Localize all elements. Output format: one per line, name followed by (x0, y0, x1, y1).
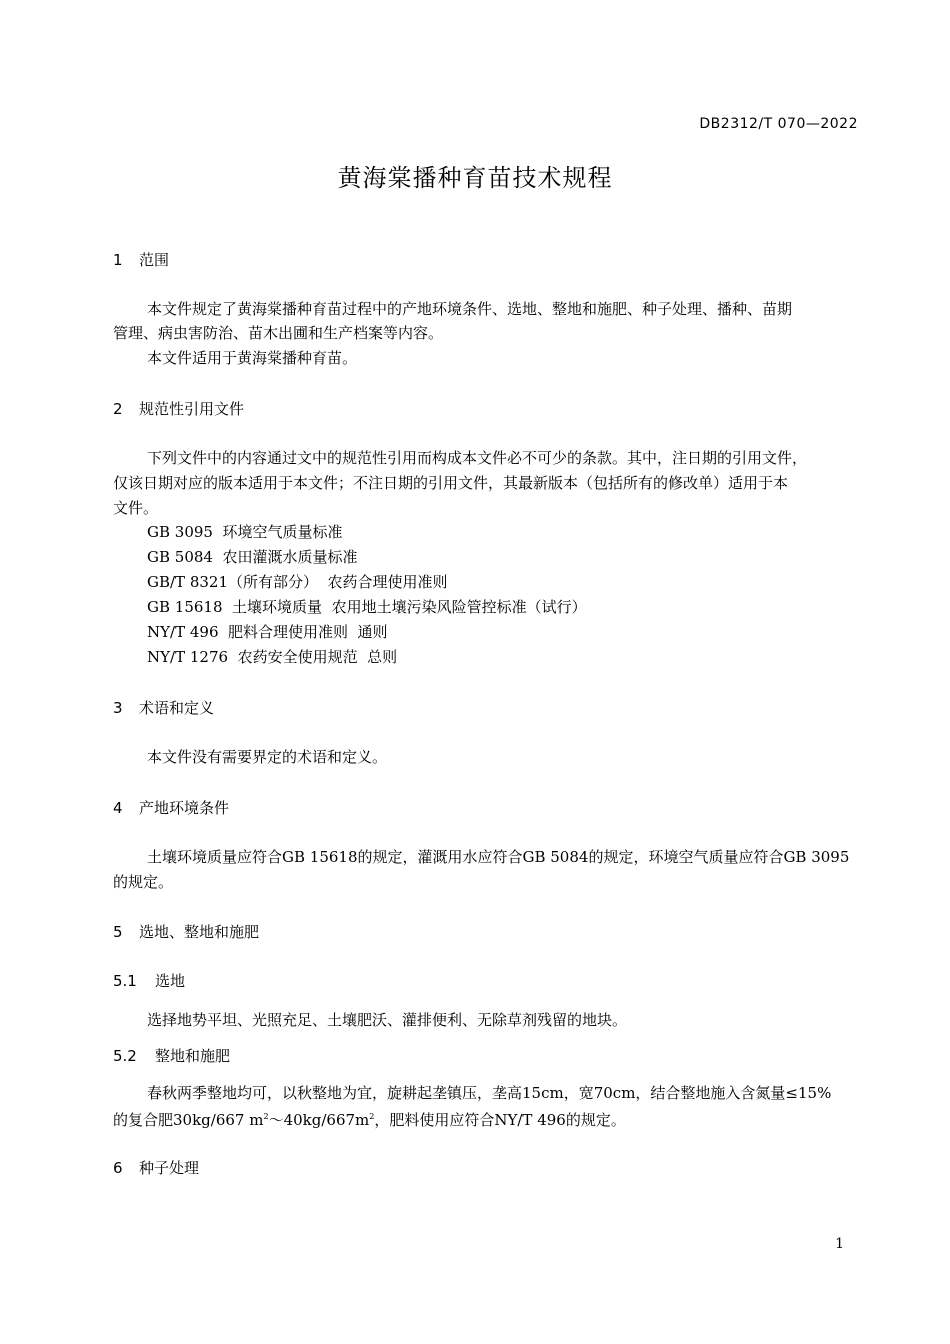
section-title: 术语和定义 (139, 699, 215, 717)
section-number: 4 (113, 799, 123, 817)
text-run: 的复合肥30kg/667 m (113, 1111, 264, 1129)
normative-reference: GB 3095 环境空气质量标准 (147, 523, 343, 541)
section-number: 2 (113, 400, 123, 418)
section-4-heading (113, 797, 229, 818)
section-3-heading (113, 697, 214, 718)
section-1-heading (113, 249, 169, 270)
superscript: 2 (263, 1112, 269, 1121)
text-run: ，肥料使用应符合NY/T 496的规定。 (374, 1111, 626, 1129)
subsection-number: 5.2 (113, 1047, 137, 1065)
document-id: DB2312/T 070—2022 (699, 116, 858, 132)
normative-reference: GB/T 8321（所有部分） 农药合理使用准则 (147, 573, 448, 591)
section-3-paragraph: 本文件没有需要界定的术语和定义。 (147, 748, 388, 766)
section-2-paragraph-line-2: 仅该日期对应的版本适用于本文件；不注日期的引用文件，其最新版本（包括所有的修改单）适用于本 (113, 474, 789, 492)
section-title: 种子处理 (139, 1159, 200, 1177)
section-1-paragraph-1-line-2: 管理、病虫害防治、苗木出圃和生产档案等内容。 (113, 324, 444, 342)
section-2-paragraph-line-3: 文件。 (113, 499, 159, 517)
subsection-number: 5.1 (113, 972, 137, 990)
section-number: 1 (113, 251, 123, 269)
section-title: 选地、整地和施肥 (139, 923, 260, 941)
section-number: 3 (113, 699, 123, 717)
section-2-heading (113, 398, 244, 419)
section-1-paragraph-2: 本文件适用于黄海棠播种育苗。 (147, 349, 358, 367)
subsection-5-1-heading (113, 970, 185, 991)
section-2-paragraph-line-1: 下列文件中的内容通过文中的规范性引用而构成本文件必不可少的条款。其中，注日期的引用文件， (147, 449, 808, 467)
section-title: 产地环境条件 (139, 799, 230, 817)
subsection-title: 整地和施肥 (155, 1047, 231, 1065)
text-run: ～40kg/667m (268, 1111, 370, 1129)
subsection-5-2-heading (113, 1045, 230, 1066)
section-1-paragraph-1-line-1: 本文件规定了黄海棠播种育苗过程中的产地环境条件、选地、整地和施肥、种子处理、播种、苗期 (147, 300, 793, 318)
normative-reference: NY/T 496 肥料合理使用准则 通则 (147, 623, 388, 641)
section-number: 5 (113, 923, 123, 941)
page-number: 1 (835, 1236, 844, 1252)
subsection-title: 选地 (155, 972, 186, 990)
subsection-5-1-paragraph: 选择地势平坦、光照充足、土壤肥沃、灌排便利、无除草剂残留的地块。 (147, 1011, 628, 1029)
superscript: 2 (369, 1112, 375, 1121)
section-number: 6 (113, 1159, 123, 1177)
section-4-paragraph-line-1: 土壤环境质量应符合GB 15618的规定，灌溉用水应符合GB 5084的规定，环境空气质量应符合GB 3095 (147, 848, 850, 866)
section-6-heading (113, 1157, 199, 1178)
normative-reference: GB 5084 农田灌溉水质量标准 (147, 548, 358, 566)
section-4-paragraph-line-2: 的规定。 (113, 873, 174, 891)
normative-reference: GB 15618 土壤环境质量 农用地土壤污染风险管控标准（试行） (147, 598, 587, 616)
document-title: 黄海棠播种育苗技术规程 (337, 164, 613, 192)
section-5-heading (113, 921, 259, 942)
section-title: 规范性引用文件 (139, 400, 245, 418)
normative-reference: NY/T 1276 农药安全使用规范 总则 (147, 648, 398, 666)
subsection-5-2-paragraph-line-1: 春秋两季整地均可，以秋整地为宜，旋耕起垄镇压，垄高15cm，宽70cm，结合整地施入含氮量≤15% (147, 1084, 832, 1102)
section-title: 范围 (139, 251, 170, 269)
subsection-5-2-paragraph-line-2 (113, 1105, 861, 1132)
